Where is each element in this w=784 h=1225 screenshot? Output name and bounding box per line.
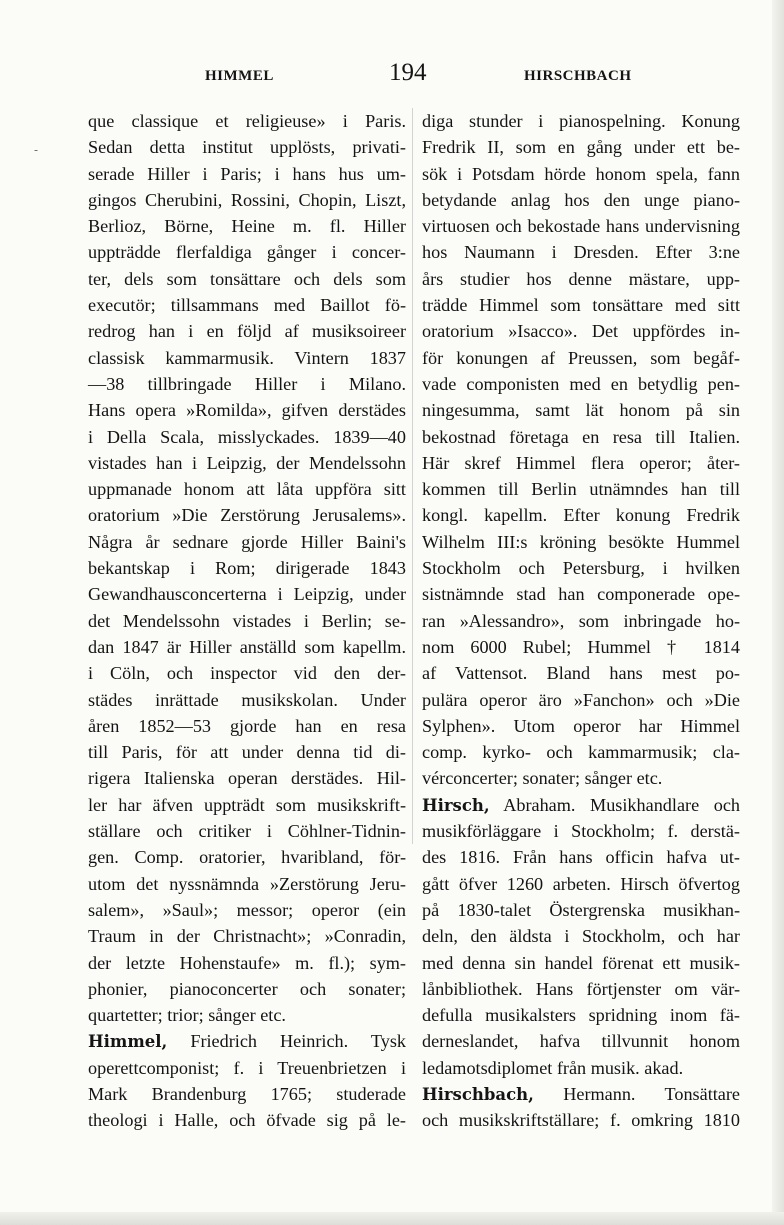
- page-edge-right: [772, 0, 784, 1225]
- text-line: pulära operor äro »Fanchon» och »Die: [422, 689, 740, 710]
- text-line: vade componisten med en betydlig pen-: [422, 373, 740, 394]
- text-line: ran »Alessandro», som inbringade ho-: [422, 610, 740, 631]
- text-line: lånbibliothek. Hans förtjenster om vär-: [422, 978, 740, 999]
- text-line: defulla musikalsters spridning inom fä-: [422, 1005, 740, 1026]
- text-line: trädde Himmel som tonsättare med sitt: [422, 295, 740, 316]
- text-line: ställare och critiker i Cöhlner-Tidnin-: [88, 821, 406, 842]
- text-line: uppmanade honom att låta uppföra sitt: [88, 479, 406, 500]
- entry-headword: Hirsch,: [422, 795, 490, 815]
- entry-first-line-text: Abraham. Musikhandlare och: [489, 794, 740, 815]
- text-line: Gewandhausconcerterna i Leipzig, under: [88, 584, 406, 605]
- text-line: sistnämnde stad han componerade ope-: [422, 584, 740, 605]
- text-line: kommen till Berlin utnämndes han till: [422, 479, 740, 500]
- entry-first-line-text: Hermann. Tonsättare: [533, 1083, 740, 1104]
- text-line: bekostnad företaga en resa till Italien.: [422, 426, 740, 447]
- header-left-keyword: HIMMEL: [205, 68, 274, 84]
- text-line: Traum in der Christnacht»; »Conradin,: [88, 926, 406, 947]
- text-line: på 1830-talet Östergrenska musikhan-: [422, 899, 740, 920]
- text-line: Hans opera »Romilda», gifven derstädes: [88, 400, 406, 421]
- text-line: i Cöln, och inspector vid den der-: [88, 663, 406, 684]
- text-line: operettcomponist; f. i Treuenbrietzen i: [88, 1057, 406, 1078]
- header-right-keyword: HIRSCHBACH: [524, 68, 632, 84]
- entry-headword: Hirschbach,: [422, 1084, 534, 1104]
- right-column: [422, 108, 740, 1134]
- text-line: musikförläggare i Stockholm; f. derstä-: [422, 821, 740, 842]
- text-line: vistades han i Leipzig, der Mendelssohn: [88, 452, 406, 473]
- text-line: salem», »Saul»; messor; operor (ein: [88, 899, 406, 920]
- text-line: Mark Brandenburg 1765; studerade: [88, 1083, 406, 1104]
- text-line: kongl. kapellm. Efter konung Fredrik: [422, 505, 740, 526]
- text-line: oratorium »Isacco». Det uppfördes in-: [422, 321, 740, 342]
- text-line: oratorium »Die Zerstörung Jerusalems».: [88, 505, 406, 526]
- text-line: för konungen af Preussen, som begåf-: [422, 347, 740, 368]
- page-number: 194: [389, 59, 427, 86]
- text-line: utom det nyssnämnda »Zerstörung Jeru-: [88, 873, 406, 894]
- entry-headword: Himmel,: [88, 1032, 168, 1052]
- text-line: ter, dels som tonsättare och dels som: [88, 268, 406, 289]
- text-line: betydande anlag hos den unge piano-: [422, 189, 740, 210]
- text-line: bekantskap i Rom; dirigerade 1843: [88, 558, 406, 579]
- entry-first-line: [88, 1028, 406, 1054]
- text-line: —38 tillbringade Hiller i Milano.: [88, 373, 406, 394]
- text-line: gått öfver 1260 arbeten. Hirsch öfvertog: [422, 873, 740, 894]
- text-line: der letzte Hohenstaufe» m. fl.); sym-: [88, 952, 406, 973]
- text-line: Sylphen». Utom operor har Himmel: [422, 715, 740, 736]
- text-line: städes inrättade musikskolan. Under: [88, 689, 406, 710]
- margin-mark: -: [34, 143, 39, 157]
- text-line: deln, den äldsta i Stockholm, och har: [422, 926, 740, 947]
- text-line: que classique et religieuse» i Paris.: [88, 111, 406, 131]
- text-line: nom 6000 Rubel; Hummel † 1814: [422, 636, 740, 657]
- text-line: Wilhelm III:s kröning besökte Hummel: [422, 531, 740, 552]
- text-line: des 1816. Från hans officin hafva ut-: [422, 847, 740, 868]
- text-line: ler har äfven uppträdt som musikskrift-: [88, 794, 406, 815]
- text-line: ningesumma, samt lät honom på sin: [422, 400, 740, 421]
- text-line: virtuosen och bekostade hans undervisning: [422, 216, 740, 237]
- entry-first-line: [422, 1081, 740, 1107]
- text-line: Här skref Himmel flera operor; åter-: [422, 452, 740, 473]
- left-column: [88, 108, 406, 1134]
- text-line: derneslandet, hafva tillvunnit honom: [422, 1031, 740, 1052]
- text-line: med denna sin handel förenat ett musik-: [422, 952, 740, 973]
- text-line: och musikskriftställare; f. omkring 1810: [422, 1110, 740, 1131]
- text-line: det Mendelssohn vistades i Berlin; se-: [88, 610, 406, 631]
- text-line: Sedan detta institut upplösts, privati-: [88, 137, 406, 158]
- text-line: phonier, pianoconcerter och sonater;: [88, 978, 406, 999]
- text-line: uppträdde flerfaldiga gånger i concer-: [88, 242, 406, 263]
- text-line: i Della Scala, misslyckades. 1839—40: [88, 426, 406, 447]
- text-line: theologi i Halle, och öfvade sig på le-: [88, 1110, 406, 1131]
- text-line: gen. Comp. oratorier, hvaribland, för-: [88, 847, 406, 868]
- text-line: classisk kammarmusik. Vintern 1837: [88, 347, 406, 368]
- entry-first-line: [422, 792, 740, 818]
- text-line: Berlioz, Börne, Heine m. fl. Hiller: [88, 216, 406, 237]
- text-line: Några år sednare gjorde Hiller Baini's: [88, 531, 406, 552]
- running-header: [0, 56, 784, 96]
- text-line: redrog han i en följd af musiksoireer: [88, 321, 406, 342]
- text-line: ledamotsdiplomet från musik. akad.: [422, 1057, 684, 1078]
- text-line: quartetter; trior; sånger etc.: [88, 1005, 286, 1026]
- text-line: vérconcerter; sonater; sånger etc.: [422, 768, 663, 789]
- text-line: executör; tillsammans med Baillot fö-: [88, 295, 406, 316]
- text-line: comp. kyrko- och kammarmusik; cla-: [422, 742, 740, 763]
- column-divider: [412, 108, 413, 844]
- entry-first-line-text: Friedrich Heinrich. Tysk: [167, 1031, 406, 1052]
- text-line: åren 1852—53 gjorde han en resa: [88, 715, 406, 736]
- text-line: dan 1847 är Hiller anställd som kapellm.: [88, 636, 406, 657]
- text-line: Fredrik II, som en gång under ett be-: [422, 137, 740, 158]
- text-line: till Paris, för att under denna tid di-: [88, 742, 406, 763]
- text-line: års studier hos denne mästare, upp-: [422, 268, 740, 289]
- text-line: rigera Italienska operan derstädes. Hil-: [88, 768, 406, 789]
- text-line: hos Naumann i Dresden. Efter 3:ne: [422, 242, 740, 263]
- text-line: Stockholm och Petersburg, i hvilken: [422, 558, 740, 579]
- text-line: af Vattensot. Bland hans mest po-: [422, 663, 740, 684]
- text-line: sök i Potsdam hörde honom spela, fann: [422, 163, 740, 184]
- page-edge-bottom: [0, 1212, 784, 1225]
- text-line: serade Hiller i Paris; i hans hus um-: [88, 163, 406, 184]
- text-line: gingos Cherubini, Rossini, Chopin, Liszt,: [88, 189, 406, 210]
- text-line: diga stunder i pianospelning. Konung: [422, 111, 740, 131]
